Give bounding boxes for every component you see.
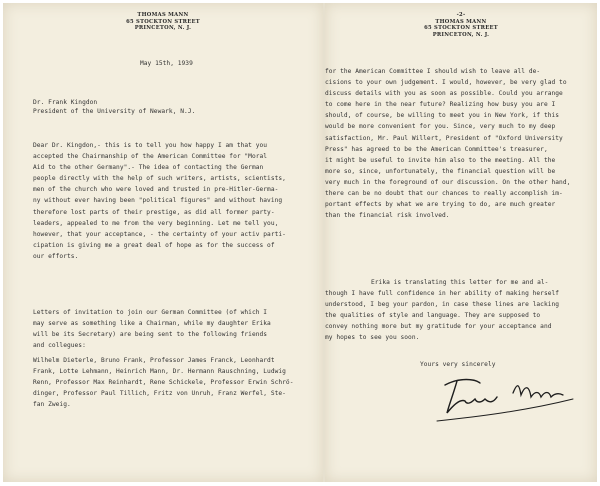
text-line: for the American Committee I should wish to leave all de- xyxy=(325,68,541,75)
text-line: cipation is giving me a great deal of hope as for the success of xyxy=(33,241,275,249)
text-line: discuss details with you as soon as possible. Could you arrange xyxy=(325,90,563,98)
text-line: our efforts. xyxy=(33,252,79,260)
letter-date: May 15th, 1939 xyxy=(140,60,193,67)
letterhead-city: PRINCETON, N. J. xyxy=(432,31,490,38)
text-line: dinger, Professor Paul Tillich, Fritz von Unruh, Franz Werfel, Ste- xyxy=(33,390,286,398)
text-line: should, of course, be willing to meet you in New York, if this xyxy=(325,112,560,120)
letterhead xyxy=(3,12,323,32)
text-line: very much in the foreground of our discussion. On the other hand, xyxy=(325,178,571,186)
text-line: Press" has agreed to be the American Committee's treasurer, xyxy=(325,145,548,153)
letter-page-1 xyxy=(3,3,323,482)
text-line: Wilhelm Dieterle, Bruno Frank, Professor James Franck, Leonhardt xyxy=(33,357,275,364)
text-line: convey nothing more but my gratitude for your acceptance and xyxy=(325,323,552,331)
text-line: will be its Secretary) are being sent to the following friends xyxy=(33,331,268,339)
text-line: men of the church who were loved and trusted in pre-Hitler-Germa- xyxy=(33,186,279,194)
text-line: to come here in the near future? Realizing how busy you are I xyxy=(325,101,556,109)
text-line: my hopes to see you soon. xyxy=(325,334,420,342)
recipient-title: President of the University of Newark, N.J. xyxy=(33,108,196,115)
page-number: -2- xyxy=(456,12,466,18)
letter-page-2 xyxy=(325,3,597,482)
text-line: the qualities of style and language. They are supposed to xyxy=(325,312,541,320)
text-line: though I have full confidence in her ability of making herself xyxy=(325,290,560,298)
text-line: Letters of invitation to join our German Committee (of which I xyxy=(33,309,268,316)
text-line: there can be no doubt that our chances to really accomplish im- xyxy=(325,190,563,198)
body-paragraph-1 xyxy=(33,140,286,262)
text-line: cisions to your own judgement. I would, however, be very glad to xyxy=(325,79,567,87)
text-line: leaders, appealed to me from the very beginning. Let me tell you, xyxy=(33,219,279,227)
text-line: portant effects by what we are trying to do, are much greater xyxy=(325,201,556,209)
text-line: understood, I beg your pardon, in case these lines are lacking xyxy=(325,301,560,309)
text-line: more so, since, unfortunately, the financial question will be xyxy=(325,167,556,175)
text-line: would be more convenient for you. Since, very much to my deep xyxy=(325,123,556,131)
letterhead xyxy=(325,12,597,38)
letterhead-name: THOMAS MANN xyxy=(435,18,487,25)
text-line: accepted the Chairmanship of the American Committee for "Moral xyxy=(33,153,268,161)
text-line: than the financial risk involved. xyxy=(325,212,450,220)
text-line: fan Zweig. xyxy=(33,401,71,409)
letterhead-city: PRINCETON, N. J. xyxy=(134,25,192,32)
letterhead-street: 65 STOCKTON STREET xyxy=(126,18,200,25)
text-line: Frank, Lotte Lehmann, Heinrich Mann, Dr. Hermann Rauschning, Ludwig xyxy=(33,368,286,376)
text-line: satisfaction, Mr. Paul Willert, President of "Oxford University xyxy=(325,134,563,142)
text-line: Dear Dr. Kingdon,- this is to tell you how happy I am that you xyxy=(33,142,268,149)
text-line: and collegues: xyxy=(33,342,86,350)
body-paragraph-2 xyxy=(33,307,271,351)
text-line: Aid to the other Germany".- The idea of contacting the German xyxy=(33,164,264,172)
letterhead-name: THOMAS MANN xyxy=(137,12,189,18)
body-paragraph-2 xyxy=(325,277,559,344)
text-line: ny without ever having been "political figures" and without having xyxy=(33,197,283,205)
body-paragraph-continued xyxy=(325,66,570,221)
body-paragraph-3 xyxy=(33,355,294,410)
letterhead-street: 65 STOCKTON STREET xyxy=(424,25,498,32)
text-line: therefore lost parts of their prestige, as did all former party- xyxy=(33,208,275,216)
closing: Yours very sincerely xyxy=(420,361,496,368)
recipient-name: Dr. Frank Kingdon xyxy=(33,99,98,106)
text-line: Renn, Professor Max Reinhardt, Rene Schickele, Professor Erwin Schrö- xyxy=(33,379,294,387)
signature xyxy=(435,373,575,423)
text-line: people directly with the help of such writers, artists, scientists, xyxy=(33,175,286,183)
text-line: may serve as something like a Chairman, while my daughter Erika xyxy=(33,320,271,328)
text-line: however, that your acceptance, - the certainty of your activ parti- xyxy=(33,230,286,238)
text-line: Erika is translating this letter for me and al- xyxy=(371,279,549,286)
text-line: it might be useful to invite him also to the meeting. All the xyxy=(325,156,556,164)
